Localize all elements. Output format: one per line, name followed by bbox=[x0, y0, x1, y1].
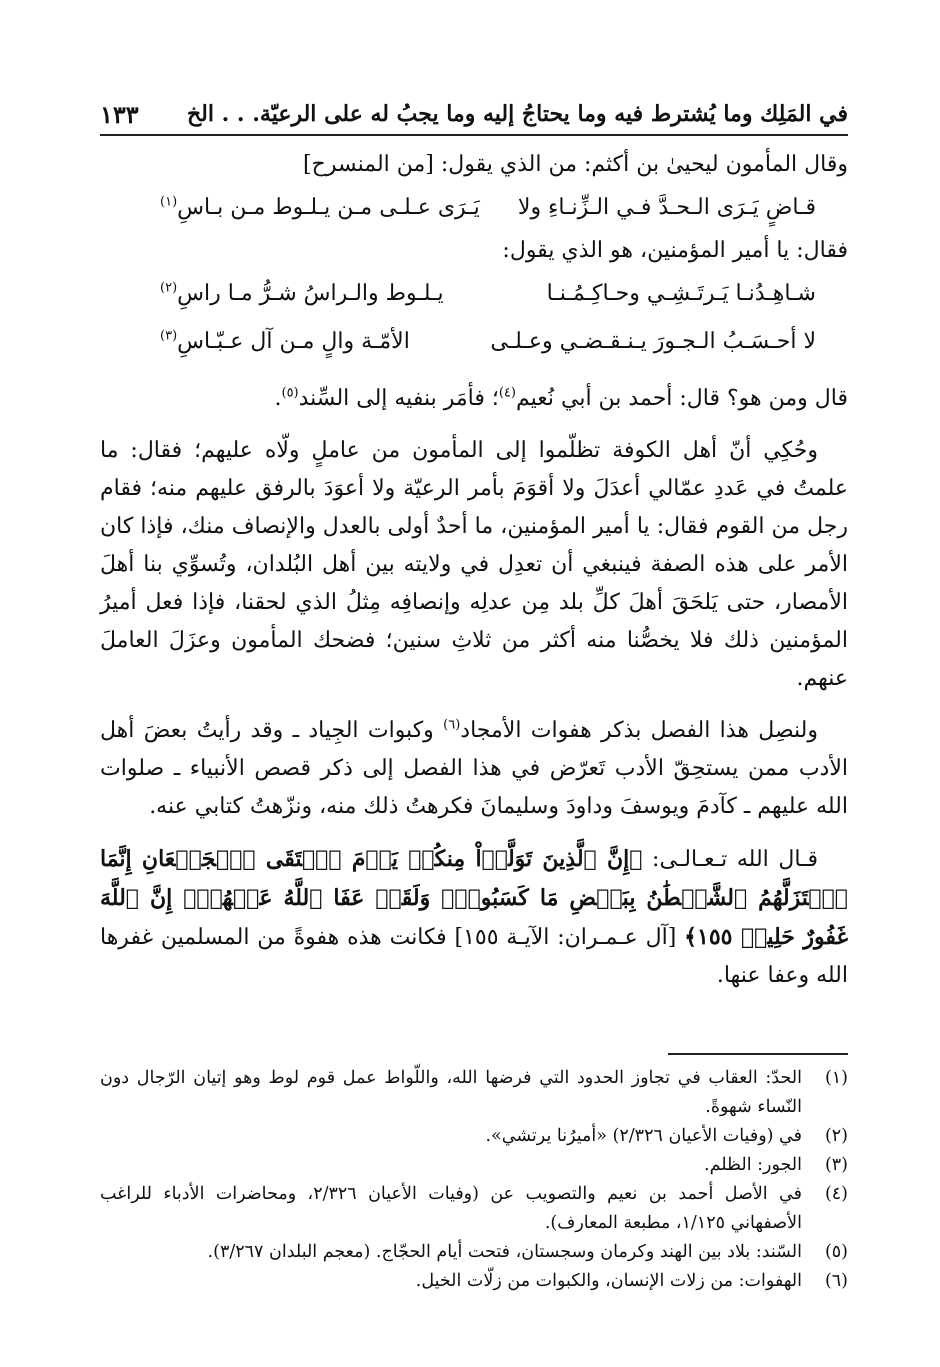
verse-2-first-hemistich: شـاهِـدُنـا يَـرتَـشِـي وحـاكِـمُـنـا bbox=[546, 281, 816, 306]
running-header bbox=[100, 94, 848, 136]
footnote-number: (٤) bbox=[824, 1184, 848, 1204]
chapter-title: في المَلِك وما يُشترط فيه وما يحتاجُ إليه وما يجبُ له على الرعيّة. . . الخ bbox=[186, 101, 848, 127]
footnote-text: في (وفيات الأعيان ٢/٣٢٦) «أميرُنا يرتشي». bbox=[485, 1126, 802, 1146]
footnote-number: (٢) bbox=[824, 1126, 848, 1146]
footnote bbox=[100, 1238, 848, 1267]
verse-3-first-hemistich: لا أحـسَـبُ الـجـورَ يـنـقـضـي وعـلـى bbox=[490, 329, 816, 354]
footnote-ref-4[interactable]: (٤) bbox=[498, 385, 516, 401]
footnotes bbox=[100, 1064, 848, 1296]
footnote-text: الجور: الظلم. bbox=[704, 1155, 802, 1175]
footnote-number: (٥) bbox=[824, 1242, 848, 1262]
verse-line-2 bbox=[100, 270, 848, 318]
verse-line-3 bbox=[100, 318, 848, 366]
footnote-text: في الأصل أحمد بن نعيم والتصويب عن (وفيات الأعيان ٢/٣٢٦، ومحاضرات الأدباء للراغب الأصفهاني ١/١٢٥، مطبعة المعارف). bbox=[100, 1184, 803, 1233]
paragraph-quran: قـال الله تـعـالـى: ﴿إِنَّ ٱلَّذِينَ تَوَلَّوۡاْ مِنكُمۡ يَوۡمَ ٱلۡتَقَى ٱلۡجَمۡعَانِ إِنَّمَا ٱسۡتَزَلَّهُمُ ٱلشَّيۡطَٰنُ بِبَعۡضِ مَا كَسَبُواْۖ وَلَقَدۡ عَفَا ٱللَّهُ عَنۡهُمۡۗ إِنَّ ٱللَّهَ غَفُورٌ حَلِيمٞ ١٥٥﴾ [آل عـمـران: الآيـة ١٥٥] فكانت هذه هفوةً من المسلمين غفرها الله وعفا عنها. bbox=[100, 846, 849, 988]
footnote-ref-5[interactable]: (٥) bbox=[281, 385, 299, 401]
footnote-text: الحدّ: العقاب في تجاوز الحدود التي فرضها الله، واللّواط عمل قوم لوط وهو إتيان الرّجال دون النّساء شهوةً. bbox=[100, 1068, 802, 1117]
verse-1-second-hemistich: يَـرَى عـلـى مـن يـلـوط مـن بـاسِ$^{(١)}$ bbox=[160, 194, 480, 220]
footnote bbox=[100, 1122, 848, 1151]
footnote bbox=[100, 1064, 848, 1122]
footnote-number: (١) bbox=[824, 1068, 848, 1088]
verse-2-second-hemistich: يـلـوط والـراسُ شـرُّ مـا راسِ$^{(٢)}$ bbox=[160, 280, 444, 306]
footnote-ref-6[interactable]: (٦) bbox=[443, 717, 461, 733]
verse-3-second-hemistich: الأمّـة والٍ مـن آل عـبّـاسِ$^{(٣)}$ bbox=[160, 328, 410, 354]
footnote-text: السّند: بلاد بين الهند وكرمان وسجستان، فتحت أيام الحجّاج. (معجم البلدان ٣/٢٦٧). bbox=[207, 1242, 802, 1262]
footnote-ref-2[interactable]: (٢) bbox=[160, 280, 178, 296]
footnote bbox=[100, 1267, 848, 1296]
paragraph-kufa: وحُكِي أنّ أهل الكوفة تظلّموا إلى المأمون من عاملٍ ولّاه عليهم؛ فقال: ما علمتُ في عَددِ عمّالي أعدَلَ ولا أقوَمَ بأمر الرعيّة ولا أعوَدَ بالرفق عليهم منه؛ فقام رجل من القوم فقال: يا أمير المؤمنين، ما أحدٌ أولى بالعدل والإنصاف منك، فإذا كان الأمر على هذه الصفة فينبغي أن تعدِل في ولايته بين أهل البُلدان، وتُسوِّي بنا أهلَ الأمصار، حتى يَلحَقَ أهلَ كلِّ بلد مِن عدلِه وإنصافِه مِثلُ الذي لحقنا، فإذا فعل أميرُ المؤمنين ذلك فلا يخصُّنا منه أكثر من ثلاثِ سنين؛ فضحك المأمون وعزَلَ العاملَ عنهم. bbox=[100, 438, 848, 691]
intro-line: وقال المأمون ليحيىٰ بن أكثم: من الذي يقول: [من المنسرح] bbox=[303, 152, 848, 177]
reply-line: فقال: يا أمير المؤمنين، هو الذي يقول: bbox=[502, 238, 848, 263]
footnote-ref-1[interactable]: (١) bbox=[160, 194, 178, 210]
footnote-number: (٣) bbox=[824, 1155, 848, 1175]
footnote-divider bbox=[668, 1053, 848, 1055]
quran-verse: ﴿إِنَّ ٱلَّذِينَ تَوَلَّوۡاْ مِنكُمۡ يَوۡمَ ٱلۡتَقَى ٱلۡجَمۡعَانِ إِنَّمَا ٱسۡتَزَلَّهُمُ ٱلشَّيۡطَٰنُ بِبَعۡضِ مَا كَسَبُواْۖ وَلَقَدۡ عَفَا ٱللَّهُ عَنۡهُمۡۗ إِنَّ ٱللَّهَ غَفُورٌ حَلِيمٞ ١٥٥﴾ bbox=[100, 846, 849, 950]
main-text bbox=[100, 146, 848, 995]
page-number: ١٣٣ bbox=[100, 99, 139, 129]
verse-1-first-hemistich: قـاضٍ يَـرَى الـحـدَّ فـي الـزِّنـاءِ ولا bbox=[517, 195, 816, 220]
footnote-number: (٦) bbox=[824, 1271, 848, 1291]
footnote bbox=[100, 1151, 848, 1180]
footnote-text: الهفوات: من زلات الإنسان، والكبوات من زلّات الخيل. bbox=[415, 1271, 802, 1291]
verse-line-1 bbox=[100, 184, 848, 232]
footnote bbox=[100, 1180, 848, 1238]
paragraph-hafawat: ولنصِل هذا الفصل بذكر هفوات الأمجاد$^{(٦)}$ وكبوات الجِياد ـ وقد رأيتُ بعضَ أهل الأدب ممن يستحِقّ الأدب تَعرّض في هذا الفصل إلى ذكر قصص الأنبياء ـ صلوات الله عليهم ـ كآدمَ ويوسفَ وداودَ وسليمانَ فكرهتُ ذلك منه، ونزّهتُ كتابي عنه. bbox=[100, 717, 848, 819]
who-line: قال ومن هو؟ قال: أحمد بن أبي نُعيم$^{(٤)}$؛ فأمَر بنفيه إلى السِّند$^{(٥)}$. bbox=[274, 385, 848, 411]
footnote-ref-3[interactable]: (٣) bbox=[160, 328, 178, 344]
